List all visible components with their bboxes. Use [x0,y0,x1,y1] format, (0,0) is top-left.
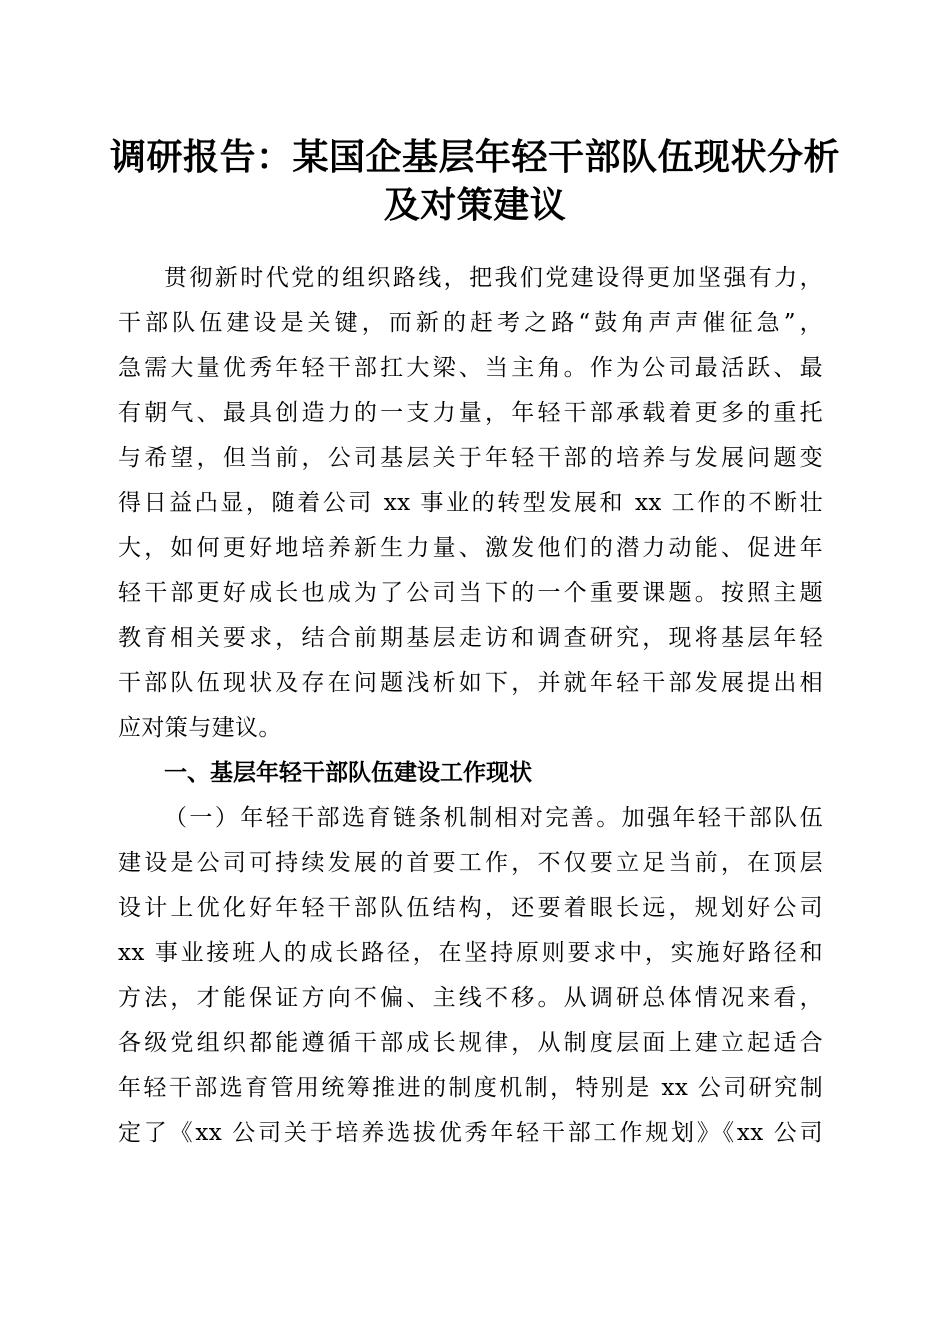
document-body [118,256,823,1156]
text-line: 有朝气、最具创造力的一支力量，年轻干部承载着更多的重托 [118,400,823,426]
text-line: 与希望，但当前，公司基层关于年轻干部的培养与发展问题变 [118,445,823,471]
text-line: 各级党组织都能遵循干部成长规律，从制度层面上建立起适合 [118,1030,823,1056]
text-line: （一）年轻干部选育链条机制相对完善。加强年轻干部队伍 [164,805,823,831]
text-line: 定了《xx 公司关于培养选拔优秀年轻干部工作规划》《xx 公司 [118,1120,823,1146]
section-heading: 一、基层年轻干部队伍建设工作现状 [164,760,532,786]
text-line: 年轻干部选育管用统筹推进的制度机制，特别是 xx 公司研究制 [118,1075,823,1101]
text-line: 轻干部更好成长也成为了公司当下的一个重要课题。按照主题 [118,580,823,606]
text-line: xx 事业接班人的成长路径，在坚持原则要求中，实施好路径和 [118,940,823,966]
text-line: 干部队伍建设是关键，而新的赶考之路“鼓角声声催征急”， [118,310,823,336]
paragraph-section1-1 [118,796,823,1156]
text-line: 设计上优化好年轻干部队伍结构，还要着眼长远，规划好公司 [118,895,823,921]
text-line: 贯彻新时代党的组织路线，把我们党建设得更加坚强有力， [164,265,823,291]
text-line: 急需大量优秀年轻干部扛大梁、当主角。作为公司最活跃、最 [118,355,823,381]
title-line: 及对策建议 [383,184,567,226]
text-line: 大，如何更好地培养新生力量、激发他们的潜力动能、促进年 [118,535,823,561]
document-title [110,133,840,229]
text-line: 教育相关要求，结合前期基层走访和调查研究，现将基层年轻 [118,625,823,651]
text-line: 应对策与建议。 [118,715,282,741]
title-line: 调研报告：某国企基层年轻干部队伍现状分析 [110,136,841,178]
text-line: 得日益凸显，随着公司 xx 事业的转型发展和 xx 工作的不断壮 [118,490,823,516]
text-line: 建设是公司可持续发展的首要工作，不仅要立足当前，在顶层 [118,850,823,876]
paragraph-intro [118,256,823,751]
text-line: 方法，才能保证方向不偏、主线不移。从调研总体情况来看， [118,985,823,1011]
text-line: 干部队伍现状及存在问题浅析如下，并就年轻干部发展提出相 [118,670,823,696]
